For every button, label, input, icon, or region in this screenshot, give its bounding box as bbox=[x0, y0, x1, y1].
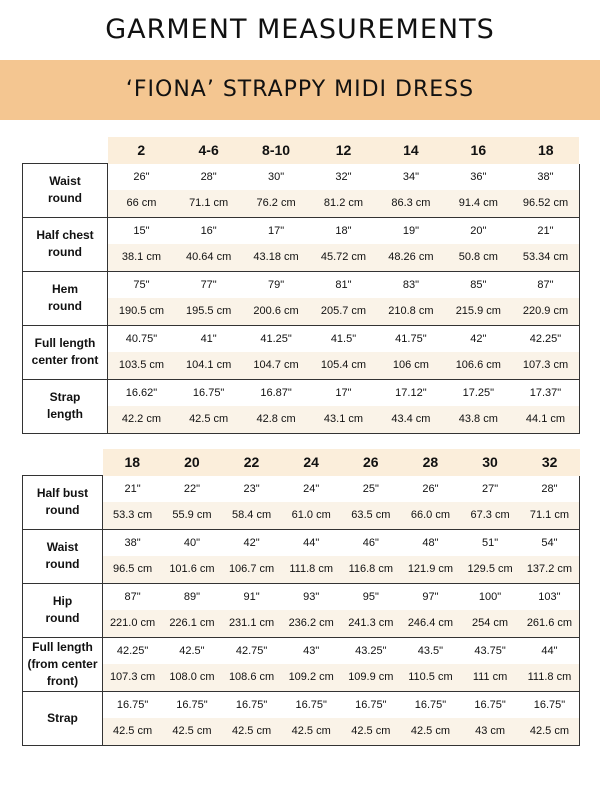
inch-value: 18" bbox=[310, 217, 377, 244]
size-header: 26 bbox=[341, 449, 401, 476]
inch-value: 42.5" bbox=[162, 637, 222, 664]
cm-value: 42.5 cm bbox=[222, 718, 282, 746]
row-label-line: Hip bbox=[52, 594, 73, 608]
inch-value: 81" bbox=[310, 271, 377, 298]
cm-value: 254 cm bbox=[460, 610, 520, 638]
size-header: 14 bbox=[377, 137, 444, 164]
cm-value: 53.34 cm bbox=[512, 244, 579, 272]
inch-value: 79" bbox=[242, 271, 309, 298]
cm-value: 53.3 cm bbox=[103, 502, 163, 530]
row-label-line: round bbox=[48, 245, 82, 259]
cm-value: 226.1 cm bbox=[162, 610, 222, 638]
table-row bbox=[23, 691, 580, 718]
inch-value: 16.75" bbox=[401, 691, 461, 718]
row-label bbox=[23, 271, 108, 325]
inch-value: 23" bbox=[222, 476, 282, 502]
inch-value: 42.25" bbox=[103, 637, 163, 664]
cm-value: 96.5 cm bbox=[103, 556, 163, 584]
cm-value: 236.2 cm bbox=[281, 610, 341, 638]
row-label-line: round bbox=[45, 503, 80, 518]
inch-value: 41.25" bbox=[242, 325, 309, 352]
inch-value: 103" bbox=[520, 583, 580, 610]
row-label-line: front) bbox=[46, 673, 79, 688]
inch-value: 77" bbox=[175, 271, 242, 298]
cm-value: 221.0 cm bbox=[103, 610, 163, 638]
cm-value: 76.2 cm bbox=[242, 190, 309, 218]
cm-value: 43.8 cm bbox=[445, 406, 512, 434]
cm-value: 110.5 cm bbox=[401, 664, 461, 692]
inch-value: 83" bbox=[377, 271, 444, 298]
cm-value: 40.64 cm bbox=[175, 244, 242, 272]
cm-value: 42.5 cm bbox=[162, 718, 222, 746]
cm-value: 71.1 cm bbox=[520, 502, 580, 530]
row-label-line: Hem bbox=[51, 282, 78, 296]
inch-value: 40" bbox=[162, 529, 222, 556]
inch-value: 32" bbox=[310, 164, 377, 190]
cm-value: 67.3 cm bbox=[460, 502, 520, 530]
page-title: GARMENT MEASUREMENTS bbox=[105, 14, 495, 45]
inch-value: 15" bbox=[108, 217, 175, 244]
inch-value: 21" bbox=[512, 217, 579, 244]
inch-value: 43.75" bbox=[460, 637, 520, 664]
row-label-line: Full length bbox=[32, 639, 93, 654]
table-row bbox=[23, 164, 580, 190]
cm-value: 231.1 cm bbox=[222, 610, 282, 638]
cm-value: 50.8 cm bbox=[445, 244, 512, 272]
row-label bbox=[23, 325, 108, 379]
cm-value: 44.1 cm bbox=[512, 406, 579, 434]
inch-value: 93" bbox=[281, 583, 341, 610]
size-header: 12 bbox=[310, 137, 377, 164]
row-label-line: Waist bbox=[49, 174, 81, 189]
inch-value: 16.75" bbox=[281, 691, 341, 718]
table-row bbox=[23, 664, 580, 692]
row-label bbox=[23, 529, 103, 583]
inch-value: 28" bbox=[520, 476, 580, 502]
cm-value: 215.9 cm bbox=[445, 298, 512, 326]
inch-value: 87" bbox=[103, 583, 163, 610]
cm-value: 108.0 cm bbox=[162, 664, 222, 692]
cm-value: 101.6 cm bbox=[162, 556, 222, 584]
table-row bbox=[23, 379, 580, 406]
inch-value: 38" bbox=[512, 164, 579, 190]
cm-value: 42.5 cm bbox=[341, 718, 401, 746]
cm-value: 109.9 cm bbox=[341, 664, 401, 692]
row-label-line: round bbox=[45, 557, 80, 571]
row-label-line: Half bust bbox=[36, 486, 89, 501]
inch-value: 16.62" bbox=[108, 379, 175, 406]
inch-value: 16.75" bbox=[222, 691, 282, 718]
inch-value: 91" bbox=[222, 583, 282, 610]
table-row bbox=[23, 556, 580, 584]
table-row bbox=[23, 476, 580, 502]
inch-value: 30" bbox=[242, 164, 309, 190]
cm-value: 42.5 cm bbox=[175, 406, 242, 434]
inch-value: 41" bbox=[175, 325, 242, 352]
size-header: 18 bbox=[512, 137, 579, 164]
inch-value: 42" bbox=[445, 325, 512, 352]
cm-value: 43.18 cm bbox=[242, 244, 309, 272]
inch-value: 17" bbox=[242, 217, 309, 244]
cm-value: 106 cm bbox=[377, 352, 444, 380]
cm-value: 137.2 cm bbox=[520, 556, 580, 584]
cm-value: 104.1 cm bbox=[175, 352, 242, 380]
cm-value: 42.5 cm bbox=[281, 718, 341, 746]
table-row bbox=[23, 610, 580, 638]
inch-value: 51" bbox=[460, 529, 520, 556]
cm-value: 129.5 cm bbox=[460, 556, 520, 584]
cm-value: 55.9 cm bbox=[162, 502, 222, 530]
inch-value: 43" bbox=[281, 637, 341, 664]
cm-value: 220.9 cm bbox=[512, 298, 579, 326]
inch-value: 24" bbox=[281, 476, 341, 502]
size-header: 4-6 bbox=[175, 137, 242, 164]
cm-value: 58.4 cm bbox=[222, 502, 282, 530]
cm-value: 66 cm bbox=[108, 190, 175, 218]
cm-value: 111.8 cm bbox=[520, 664, 580, 692]
row-label-line: length bbox=[47, 407, 83, 421]
row-label-line: round bbox=[48, 191, 82, 206]
cm-value: 43.1 cm bbox=[310, 406, 377, 434]
row-label-line: Full length bbox=[34, 336, 96, 350]
product-banner bbox=[0, 60, 600, 120]
cm-value: 205.7 cm bbox=[310, 298, 377, 326]
table-row bbox=[23, 271, 580, 298]
inch-value: 27" bbox=[460, 476, 520, 502]
product-name: ‘FIONA’ STRAPPY MIDI DRESS bbox=[125, 77, 475, 102]
inch-value: 16" bbox=[175, 217, 242, 244]
header-corner bbox=[23, 137, 108, 164]
cm-value: 42.5 cm bbox=[401, 718, 461, 746]
cm-value: 42.2 cm bbox=[108, 406, 175, 434]
row-label-line: Half chest bbox=[36, 228, 94, 242]
row-label-line: center front bbox=[31, 353, 99, 367]
table-row bbox=[23, 502, 580, 530]
inch-value: 28" bbox=[175, 164, 242, 190]
inch-value: 22" bbox=[162, 476, 222, 502]
inch-value: 38" bbox=[103, 529, 163, 556]
cm-value: 91.4 cm bbox=[445, 190, 512, 218]
inch-value: 19" bbox=[377, 217, 444, 244]
row-label-line: Strap bbox=[47, 710, 78, 725]
size-header: 24 bbox=[281, 449, 341, 476]
table-row bbox=[23, 718, 580, 746]
cm-value: 106.6 cm bbox=[445, 352, 512, 380]
cm-value: 111.8 cm bbox=[281, 556, 341, 584]
cm-value: 107.3 cm bbox=[512, 352, 579, 380]
inch-value: 41.75" bbox=[377, 325, 444, 352]
measurements-table-1 bbox=[22, 137, 580, 434]
inch-value: 16.75" bbox=[162, 691, 222, 718]
inch-value: 75" bbox=[108, 271, 175, 298]
cm-value: 241.3 cm bbox=[341, 610, 401, 638]
inch-value: 17.12" bbox=[377, 379, 444, 406]
measurements-table-2 bbox=[22, 449, 580, 746]
cm-value: 42.8 cm bbox=[242, 406, 309, 434]
row-label bbox=[23, 379, 108, 433]
row-label bbox=[23, 476, 103, 530]
inch-value: 34" bbox=[377, 164, 444, 190]
inch-value: 44" bbox=[281, 529, 341, 556]
inch-value: 44" bbox=[520, 637, 580, 664]
cm-value: 121.9 cm bbox=[401, 556, 461, 584]
inch-value: 42" bbox=[222, 529, 282, 556]
inch-value: 87" bbox=[512, 271, 579, 298]
cm-value: 190.5 cm bbox=[108, 298, 175, 326]
cm-value: 63.5 cm bbox=[341, 502, 401, 530]
inch-value: 40.75" bbox=[108, 325, 175, 352]
cm-value: 116.8 cm bbox=[341, 556, 401, 584]
size-header: 20 bbox=[162, 449, 222, 476]
table-row bbox=[23, 217, 580, 244]
inch-value: 41.5" bbox=[310, 325, 377, 352]
row-label bbox=[23, 164, 108, 218]
size-header: 32 bbox=[520, 449, 580, 476]
inch-value: 17.37" bbox=[512, 379, 579, 406]
row-label-line: (from center bbox=[27, 656, 98, 671]
inch-value: 20" bbox=[445, 217, 512, 244]
inch-value: 16.75" bbox=[341, 691, 401, 718]
inch-value: 43.25" bbox=[341, 637, 401, 664]
cm-value: 104.7 cm bbox=[242, 352, 309, 380]
cm-value: 261.6 cm bbox=[520, 610, 580, 638]
cm-value: 109.2 cm bbox=[281, 664, 341, 692]
cm-value: 48.26 cm bbox=[377, 244, 444, 272]
row-label-line: Waist bbox=[46, 540, 79, 554]
inch-value: 100" bbox=[460, 583, 520, 610]
inch-value: 46" bbox=[341, 529, 401, 556]
inch-value: 16.75" bbox=[460, 691, 520, 718]
cm-value: 107.3 cm bbox=[103, 664, 163, 692]
cm-value: 45.72 cm bbox=[310, 244, 377, 272]
inch-value: 17" bbox=[310, 379, 377, 406]
cm-value: 200.6 cm bbox=[242, 298, 309, 326]
inch-value: 85" bbox=[445, 271, 512, 298]
inch-value: 16.75" bbox=[520, 691, 580, 718]
inch-value: 16.75" bbox=[175, 379, 242, 406]
size-header: 28 bbox=[401, 449, 461, 476]
cm-value: 42.5 cm bbox=[520, 718, 580, 746]
cm-value: 43 cm bbox=[460, 718, 520, 746]
inch-value: 16.75" bbox=[103, 691, 163, 718]
cm-value: 210.8 cm bbox=[377, 298, 444, 326]
inch-value: 21" bbox=[103, 476, 163, 502]
row-label-line: round bbox=[45, 611, 80, 625]
cm-value: 105.4 cm bbox=[310, 352, 377, 380]
inch-value: 42.25" bbox=[512, 325, 579, 352]
cm-value: 195.5 cm bbox=[175, 298, 242, 326]
row-label bbox=[23, 583, 103, 637]
table-row bbox=[23, 583, 580, 610]
inch-value: 97" bbox=[401, 583, 461, 610]
inch-value: 17.25" bbox=[445, 379, 512, 406]
size-header: 30 bbox=[460, 449, 520, 476]
cm-value: 71.1 cm bbox=[175, 190, 242, 218]
size-header: 8-10 bbox=[242, 137, 309, 164]
cm-value: 96.52 cm bbox=[512, 190, 579, 218]
row-label-line: round bbox=[48, 299, 82, 313]
row-label bbox=[23, 691, 103, 745]
cm-value: 246.4 cm bbox=[401, 610, 461, 638]
table-row bbox=[23, 637, 580, 664]
size-header: 16 bbox=[445, 137, 512, 164]
cm-value: 43.4 cm bbox=[377, 406, 444, 434]
cm-value: 42.5 cm bbox=[103, 718, 163, 746]
inch-value: 26" bbox=[401, 476, 461, 502]
table-row bbox=[23, 325, 580, 352]
inch-value: 26" bbox=[108, 164, 175, 190]
row-label bbox=[23, 217, 108, 271]
cm-value: 66.0 cm bbox=[401, 502, 461, 530]
cm-value: 86.3 cm bbox=[377, 190, 444, 218]
size-header: 22 bbox=[222, 449, 282, 476]
cm-value: 111 cm bbox=[460, 664, 520, 692]
cm-value: 61.0 cm bbox=[281, 502, 341, 530]
inch-value: 48" bbox=[401, 529, 461, 556]
cm-value: 108.6 cm bbox=[222, 664, 282, 692]
inch-value: 42.75" bbox=[222, 637, 282, 664]
size-header: 18 bbox=[103, 449, 163, 476]
table-row bbox=[23, 529, 580, 556]
row-label-line: Strap bbox=[49, 390, 81, 404]
inch-value: 43.5" bbox=[401, 637, 461, 664]
cm-value: 38.1 cm bbox=[108, 244, 175, 272]
inch-value: 89" bbox=[162, 583, 222, 610]
inch-value: 36" bbox=[445, 164, 512, 190]
inch-value: 25" bbox=[341, 476, 401, 502]
inch-value: 16.87" bbox=[242, 379, 309, 406]
row-label bbox=[23, 637, 103, 691]
inch-value: 95" bbox=[341, 583, 401, 610]
cm-value: 81.2 cm bbox=[310, 190, 377, 218]
header-corner bbox=[23, 449, 103, 476]
cm-value: 103.5 cm bbox=[108, 352, 175, 380]
size-header: 2 bbox=[108, 137, 175, 164]
cm-value: 106.7 cm bbox=[222, 556, 282, 584]
inch-value: 54" bbox=[520, 529, 580, 556]
